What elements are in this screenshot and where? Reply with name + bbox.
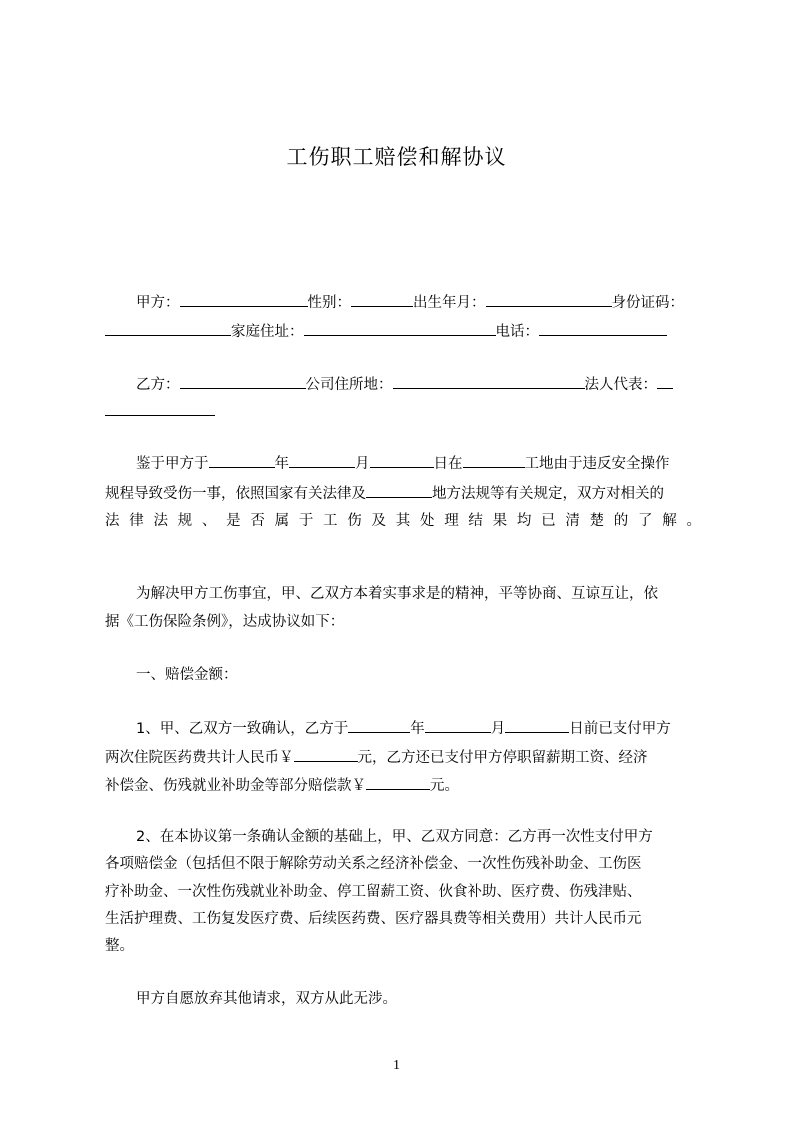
item2-line-3: 疗补助金、一次性伤残就业补助金、停工留薪工资、伙食补助、医疗费、伤残津贴、 bbox=[105, 884, 642, 900]
party-a-line-1 bbox=[136, 291, 701, 313]
item1-day-blank bbox=[505, 717, 569, 733]
item1-text: 年 bbox=[410, 721, 425, 737]
para2-line-2: 据《工伤保险条例》，达成协议如下： bbox=[105, 614, 345, 630]
item2-line-2: 各项赔偿金（包括但不限于解除劳动关系之经济补偿金、一次性伤残补助金、工伤医 bbox=[105, 856, 642, 872]
item1-line-3 bbox=[105, 774, 701, 796]
item1-line-2 bbox=[105, 746, 701, 768]
item1-line-1 bbox=[136, 717, 701, 739]
item2-line-5: 整。 bbox=[105, 938, 134, 954]
para1-text: 年 bbox=[274, 456, 289, 472]
item1-text: 元，乙方还已支付甲方停职留薪期工资、经济 bbox=[357, 750, 648, 766]
party-b-name-blank bbox=[180, 373, 306, 389]
closing-statement: 甲方自愿放弃其他请求，双方从此无涉。 bbox=[136, 991, 397, 1007]
para1-text: 地方法规等有关规定，双方对相关的 bbox=[432, 486, 664, 502]
party-b-label: 乙方： bbox=[136, 377, 180, 393]
region-blank bbox=[366, 482, 432, 498]
gender-label: 性别： bbox=[307, 295, 351, 311]
item1-text: 两次住院医药费共计人民币￥ bbox=[105, 750, 294, 766]
item2-line-4: 生活护理费、工伤复发医疗费、后续医药费、医疗器具费等相关费用）共计人民币元 bbox=[105, 911, 642, 927]
item1-text: 元。 bbox=[430, 778, 459, 794]
party-a-name-blank bbox=[180, 291, 308, 307]
para1-text: 工地由于违反安全操作 bbox=[524, 456, 670, 472]
id-label: 身份证码： bbox=[611, 295, 684, 311]
party-a-line-2 bbox=[105, 320, 701, 342]
para1-line-1 bbox=[136, 452, 701, 474]
legal-rep-label: 法人代表： bbox=[584, 377, 657, 393]
party-a-label: 甲方： bbox=[136, 295, 180, 311]
site-blank bbox=[463, 452, 525, 468]
address-blank bbox=[304, 320, 496, 336]
legal-rep-blank-end bbox=[105, 400, 215, 416]
partial-compensation-blank bbox=[366, 774, 430, 790]
item1-month-blank bbox=[425, 717, 491, 733]
para1-text: 月 bbox=[355, 456, 370, 472]
birth-label: 出生年月： bbox=[413, 295, 486, 311]
party-b-line-1 bbox=[136, 373, 701, 395]
party-b-line-2 bbox=[105, 400, 701, 422]
para1-line-3: 法律法规、是否属于工伤及其处理结果均已清楚的了解。 bbox=[105, 513, 701, 529]
section-1-heading: 一、赔偿金额： bbox=[136, 667, 238, 683]
page-number: 1 bbox=[393, 1058, 400, 1073]
address-label: 家庭住址： bbox=[231, 324, 304, 340]
gender-blank bbox=[351, 291, 413, 307]
para2-line-1: 为解决甲方工伤事宜，甲、乙双方本着实事求是的精神，平等协商、互谅互让，依 bbox=[136, 586, 658, 602]
para1-line-2 bbox=[105, 482, 701, 504]
month-blank bbox=[289, 452, 355, 468]
company-address-blank bbox=[393, 373, 585, 389]
company-address-label: 公司住所地： bbox=[305, 377, 393, 393]
legal-rep-blank-start bbox=[657, 373, 673, 389]
item1-text: 日前已支付甲方 bbox=[569, 721, 671, 737]
id-blank bbox=[105, 320, 231, 336]
birth-blank bbox=[486, 291, 612, 307]
year-blank bbox=[209, 452, 275, 468]
item1-year-blank bbox=[348, 717, 410, 733]
item1-text: 1、甲、乙双方一致确认，乙方于 bbox=[136, 721, 349, 737]
item2-line-1: 2、在本协议第一条确认金额的基础上，甲、乙双方同意：乙方再一次性支付甲方 bbox=[136, 829, 653, 845]
day-blank bbox=[370, 452, 434, 468]
document-title: 工伤职工赔偿和解协议 bbox=[286, 145, 507, 169]
phone-blank bbox=[539, 320, 667, 336]
item1-text: 补偿金、伤残就业补助金等部分赔偿款￥ bbox=[105, 778, 366, 794]
item1-text: 月 bbox=[490, 721, 506, 737]
medical-fee-blank bbox=[294, 746, 358, 762]
para1-text: 鉴于甲方于 bbox=[136, 456, 209, 472]
phone-label: 电话： bbox=[495, 324, 539, 340]
para1-text: 日在 bbox=[433, 456, 463, 472]
para1-text: 规程导致受伤一事，依照国家有关法律及 bbox=[105, 486, 366, 502]
